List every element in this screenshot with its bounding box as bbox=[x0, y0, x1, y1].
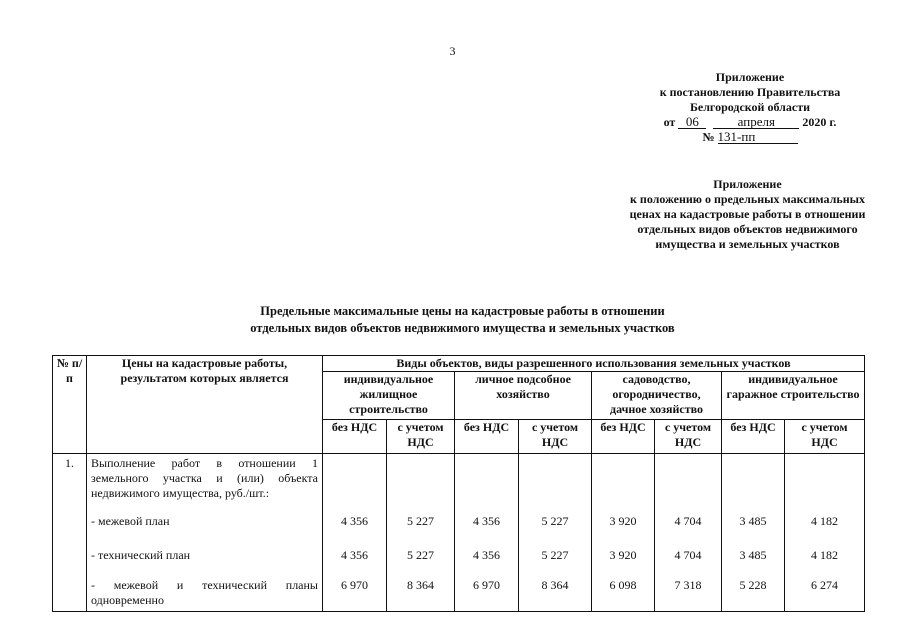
appendix2-line: к положению о предельных максимальных bbox=[630, 192, 865, 206]
appendix2-line: Приложение bbox=[713, 177, 782, 191]
title-line2: отдельных видов объектов недвижимого имущества и земельных участков bbox=[250, 321, 675, 335]
appendix1-line3: Белгородской области bbox=[689, 100, 811, 114]
price-table bbox=[52, 355, 865, 612]
value-cell: 6 970 bbox=[341, 578, 368, 592]
value-cell: 5 227 bbox=[407, 514, 434, 528]
group-izhs: индивидуальное жилищное строительство bbox=[323, 372, 455, 420]
value-cell: 4 356 bbox=[473, 514, 500, 528]
sub-no-vat: без НДС bbox=[592, 420, 655, 454]
value-cell: 8 364 bbox=[407, 578, 434, 592]
value-column bbox=[592, 454, 655, 612]
document-title bbox=[190, 303, 735, 337]
value-column bbox=[519, 454, 592, 612]
value-cell: 4 356 bbox=[341, 514, 368, 528]
value-cell: 3 485 bbox=[739, 548, 767, 562]
sub-with-vat: с учетом НДС bbox=[655, 420, 722, 454]
sub-with-vat: с учетом НДС bbox=[785, 420, 865, 454]
date-year: 2020 г. bbox=[802, 115, 837, 129]
value-cell: 4 182 bbox=[811, 548, 838, 562]
value-column bbox=[655, 454, 722, 612]
date-prefix: от bbox=[663, 115, 676, 129]
number-prefix: № bbox=[702, 130, 715, 144]
group-header: Виды объектов, виды разрешенного использования земельных участков bbox=[323, 356, 865, 372]
value-cell: 6 274 bbox=[811, 578, 838, 592]
appendix-regulation bbox=[605, 177, 890, 252]
value-cell: 6 098 bbox=[609, 578, 637, 592]
value-cell: 4 704 bbox=[674, 548, 702, 562]
value-cell: 6 970 bbox=[473, 578, 500, 592]
value-cell: 7 318 bbox=[674, 578, 702, 592]
value-column bbox=[387, 454, 455, 612]
sub-no-vat: без НДС bbox=[455, 420, 519, 454]
sub-with-vat: с учетом НДС bbox=[387, 420, 455, 454]
value-cell: 8 364 bbox=[541, 578, 569, 592]
number-value: 131-пп bbox=[718, 130, 798, 144]
item-label: - межевой план bbox=[91, 514, 170, 528]
value-cell: 3 920 bbox=[609, 514, 637, 528]
group-garden: садоводство, огородничество, дачное хозяйство bbox=[592, 372, 722, 420]
value-cell: 5 227 bbox=[407, 548, 434, 562]
appendix1-date bbox=[640, 115, 860, 130]
group-garage: индивидуальное гаражное строительство bbox=[722, 372, 865, 420]
page-number: 3 bbox=[449, 44, 456, 58]
table-row bbox=[53, 454, 865, 612]
col-description-header: Цены на кадастровые работы, результатом которых является bbox=[87, 356, 323, 454]
value-cell: 5 227 bbox=[541, 548, 569, 562]
appendix2-line: отдельных видов объектов недвижимого bbox=[637, 222, 858, 236]
appendix2-line: ценах на кадастровые работы в отношении bbox=[629, 207, 866, 221]
row-number: 1. bbox=[53, 454, 87, 612]
sub-no-vat: без НДС bbox=[722, 420, 785, 454]
appendix1-line2: к постановлению Правительства bbox=[659, 85, 841, 99]
sub-with-vat: с учетом НДС bbox=[519, 420, 592, 454]
value-column bbox=[722, 454, 785, 612]
row-description bbox=[87, 454, 323, 612]
value-column bbox=[323, 454, 387, 612]
value-cell: 4 356 bbox=[341, 548, 368, 562]
value-cell: 3 485 bbox=[739, 514, 767, 528]
value-cell: 4 356 bbox=[473, 548, 500, 562]
value-cell: 5 228 bbox=[739, 578, 767, 592]
row-intro: Выполнение работ в отношении 1 земельного участка и (или) объекта недвижимого имущества, руб./шт.: bbox=[91, 456, 318, 500]
value-cell: 3 920 bbox=[609, 548, 637, 562]
appendix1-line1: Приложение bbox=[715, 70, 785, 84]
appendix-government-resolution bbox=[640, 70, 860, 145]
appendix1-number bbox=[640, 130, 860, 145]
item-label: - межевой и технический планы одновременно bbox=[91, 578, 318, 607]
value-column bbox=[455, 454, 519, 612]
value-cell: 4 704 bbox=[674, 514, 702, 528]
date-day: 06 bbox=[678, 115, 706, 129]
sub-no-vat: без НДС bbox=[323, 420, 387, 454]
group-lph: личное подсобное хозяйство bbox=[455, 372, 592, 420]
title-line1: Предельные максимальные цены на кадастровые работы в отношении bbox=[260, 304, 665, 318]
value-cell: 4 182 bbox=[811, 514, 838, 528]
appendix2-line: имущества и земельных участков bbox=[655, 237, 840, 251]
value-cell: 5 227 bbox=[541, 514, 569, 528]
item-label: - технический план bbox=[91, 548, 191, 562]
date-month: апреля bbox=[713, 115, 799, 129]
header-row-1 bbox=[53, 356, 865, 372]
col-number-header: № п/п bbox=[53, 356, 87, 454]
value-column bbox=[785, 454, 865, 612]
